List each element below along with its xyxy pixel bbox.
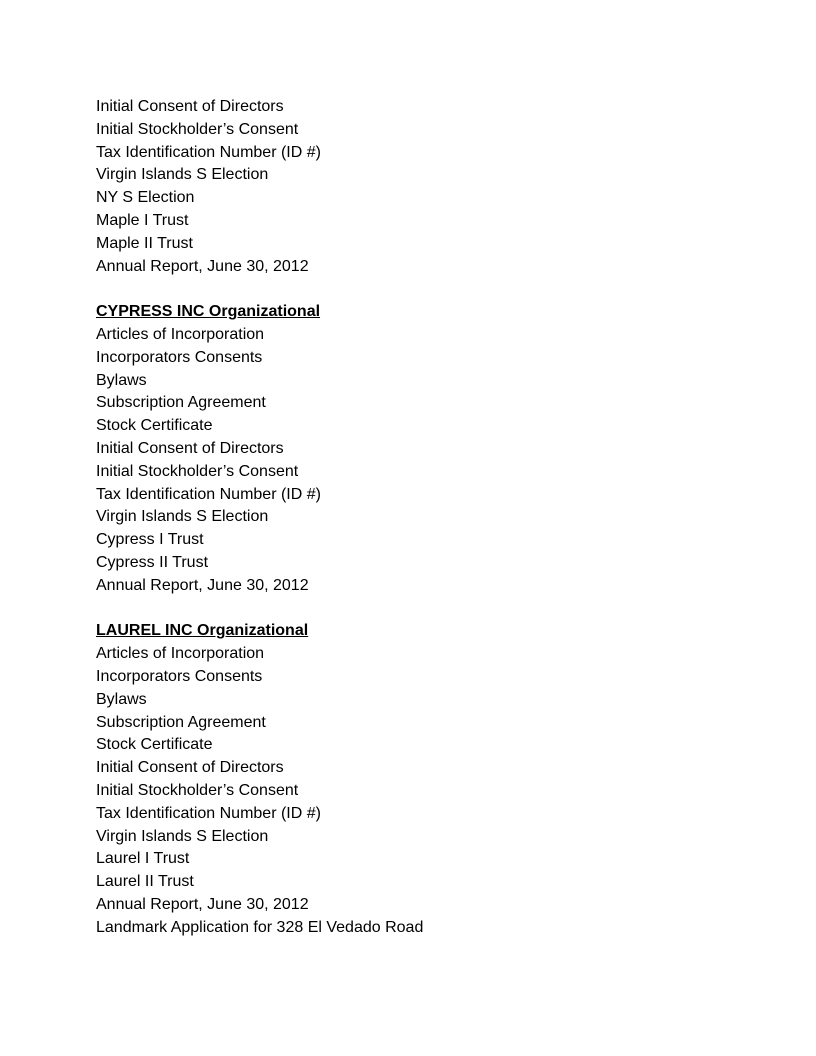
list-item: Cypress I Trust	[96, 531, 204, 549]
section-maple-continued	[96, 96, 736, 278]
list-item: Subscription Agreement	[96, 394, 266, 412]
list-item: Virgin Islands S Election	[96, 166, 269, 184]
list-item: Landmark Application for 328 El Vedado Road	[96, 918, 424, 936]
list-item: Initial Consent of Directors	[96, 439, 284, 457]
document-page	[96, 96, 736, 939]
list-item: Virgin Islands S Election	[96, 508, 269, 526]
list-item: Incorporators Consents	[96, 348, 263, 366]
list-item: Bylaws	[96, 371, 147, 389]
list-item: Incorporators Consents	[96, 667, 263, 685]
list-item: Initial Consent of Directors	[96, 759, 284, 777]
section-laurel	[96, 620, 736, 939]
list-item: NY S Election	[96, 189, 195, 207]
list-item: Stock Certificate	[96, 417, 213, 435]
list-item: Stock Certificate	[96, 736, 213, 754]
list-item: Maple II Trust	[96, 234, 193, 252]
list-item: Initial Stockholder’s Consent	[96, 120, 299, 138]
list-item: Annual Report, June 30, 2012	[96, 576, 309, 594]
list-item: Initial Stockholder’s Consent	[96, 781, 299, 799]
list-item: Virgin Islands S Election	[96, 827, 269, 845]
list-item: Maple I Trust	[96, 211, 189, 229]
list-item: Initial Consent of Directors	[96, 98, 284, 115]
section-heading: LAUREL INC Organizational	[96, 622, 309, 640]
list-item: Initial Stockholder’s Consent	[96, 462, 299, 480]
list-item: Laurel II Trust	[96, 873, 194, 891]
list-item: Annual Report, June 30, 2012	[96, 895, 309, 913]
list-item: Subscription Agreement	[96, 713, 266, 731]
list-item: Laurel I Trust	[96, 850, 190, 868]
list-item: Tax Identification Number (ID #)	[96, 143, 321, 161]
list-item: Tax Identification Number (ID #)	[96, 804, 321, 822]
list-item: Bylaws	[96, 690, 147, 708]
list-item: Cypress II Trust	[96, 553, 209, 571]
list-item: Articles of Incorporation	[96, 325, 265, 343]
list-item: Tax Identification Number (ID #)	[96, 485, 321, 503]
list-item: Annual Report, June 30, 2012	[96, 257, 309, 275]
list-item: Articles of Incorporation	[96, 645, 265, 663]
section-heading: CYPRESS INC Organizational	[96, 303, 321, 321]
section-cypress	[96, 301, 736, 597]
